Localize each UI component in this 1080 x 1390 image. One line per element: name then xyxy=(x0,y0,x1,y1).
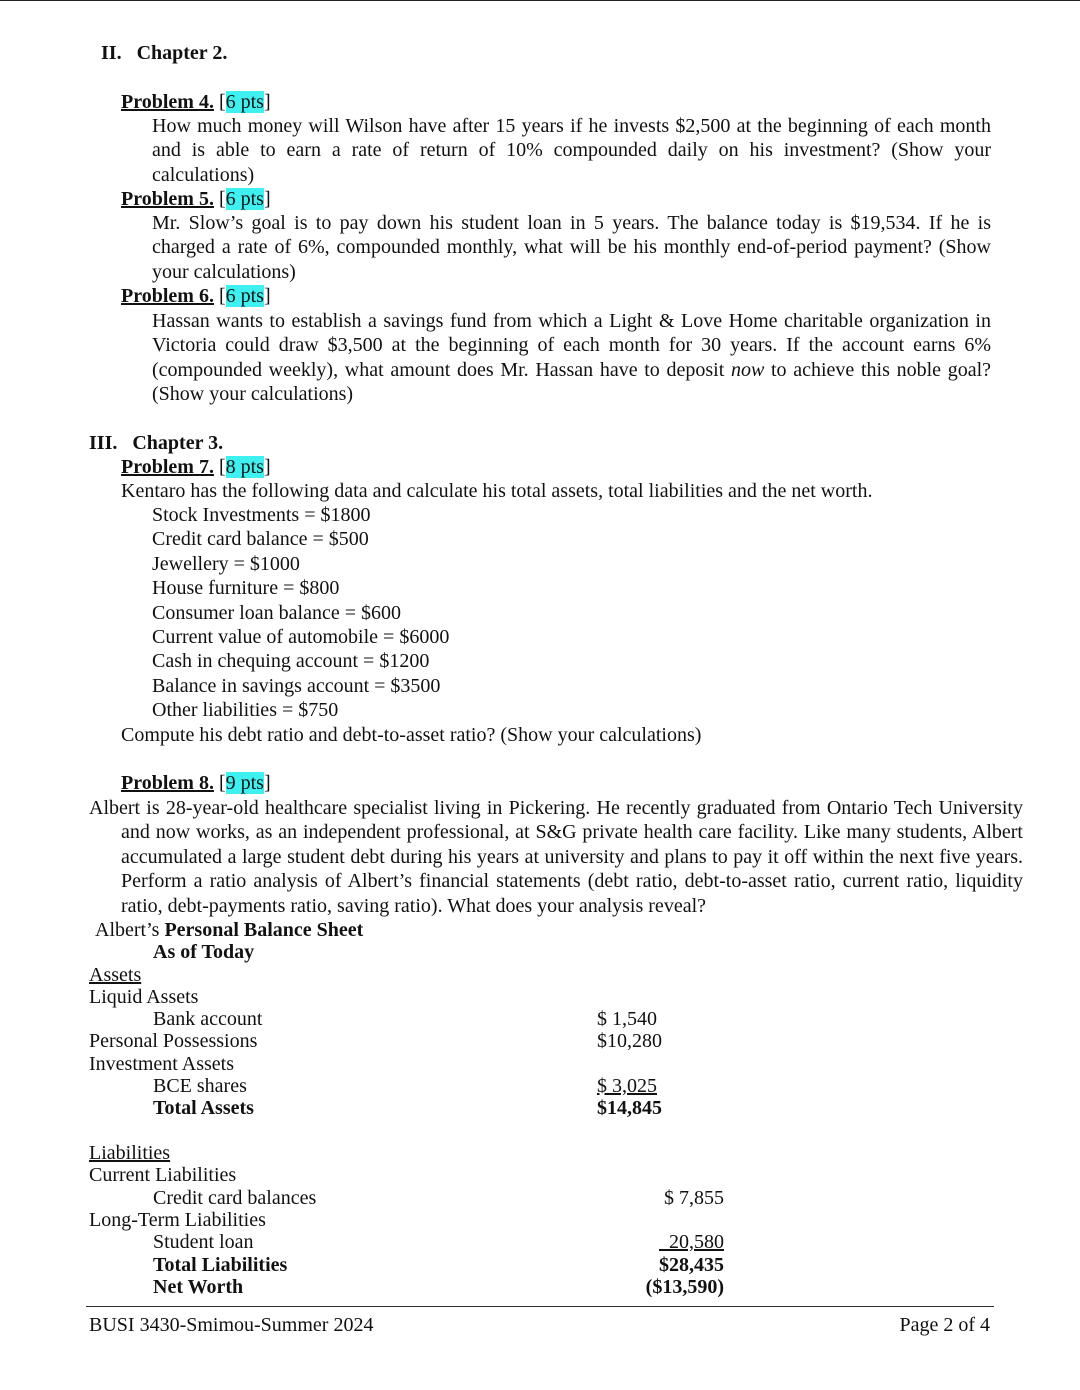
footer-course: BUSI 3430-Smimou-Summer 2024 xyxy=(89,1314,374,1336)
bank-account-label: Bank account xyxy=(153,1008,263,1030)
chapter-numeral: III. xyxy=(89,432,118,454)
problem-8-text: Albert is 28-year-old healthcare specialist living in Pickering. He recently graduated from Ontario Tech University and now works, as an independent professional, at S&G private health care facility. Like many students, Albert accumulated a large student debt during his years at university and plans to pay it off within the next five years. Perform a ratio analysis of Albert’s financial statements (debt ratio, debt-to-asset ratio, current ratio, liquidity ratio, debt-payments ratio, saving ratio). What does your analysis reveal? xyxy=(89,797,1023,917)
student-loan-label: Student loan xyxy=(153,1231,254,1253)
balance-sheet-subtitle: As of Today xyxy=(153,941,255,963)
balance-sheet-title: Albert’s Personal Balance Sheet xyxy=(95,919,364,941)
problem-label: Problem 5. xyxy=(121,188,214,210)
problem-6-text: Hassan wants to establish a savings fund from which a Light & Love Home charitable organization in Victoria could draw $3,500 at the beginning of each month for 30 years. If the account earns 6% (compounded weekly), what amount does Mr. Hassan have to deposit now to achieve this noble goal? (Show your calculations) xyxy=(152,310,992,406)
list-item: Cash in chequing account = $1200 xyxy=(152,650,430,673)
problem-label: Problem 4. xyxy=(121,91,214,113)
bank-account-value: $ 1,540 xyxy=(597,1008,657,1030)
long-term-liabilities-label: Long-Term Liabilities xyxy=(89,1209,266,1231)
personal-possessions-value: $10,280 xyxy=(597,1030,662,1052)
problem-5-heading: Problem 5. [6 pts] xyxy=(121,188,271,210)
liquid-assets-label: Liquid Assets xyxy=(89,986,199,1008)
chapter-title: Chapter 2. xyxy=(136,42,228,64)
problem-7-question: Compute his debt ratio and debt-to-asset ratio? (Show your calculations) xyxy=(121,724,702,746)
credit-card-label: Credit card balances xyxy=(153,1187,317,1209)
list-item: Current value of automobile = $6000 xyxy=(152,625,450,648)
current-liabilities-label: Current Liabilities xyxy=(89,1164,237,1186)
assets-heading: Assets xyxy=(89,964,142,986)
bce-shares-value: $ 3,025 xyxy=(597,1075,657,1097)
liabilities-heading: Liabilities xyxy=(89,1142,171,1164)
credit-card-value: $ 7,855 xyxy=(664,1187,724,1209)
problem-label: Problem 6. xyxy=(121,285,214,307)
points-badge: 9 pts xyxy=(225,772,264,794)
bce-shares-label: BCE shares xyxy=(153,1075,247,1097)
chapter-2-heading xyxy=(101,41,227,65)
problem-4-heading: Problem 4. [6 pts] xyxy=(121,91,271,113)
investment-assets-label: Investment Assets xyxy=(89,1053,234,1075)
list-item: House furniture = $800 xyxy=(152,577,340,600)
personal-possessions-label: Personal Possessions xyxy=(89,1030,258,1052)
points-badge: 6 pts xyxy=(225,188,264,210)
problem-4-text: How much money will Wilson have after 15 years if he invests $2,500 at the beginning of each month and is able to earn a rate of return of 10% compounded daily on his investment? (Show your calculations) xyxy=(152,115,991,186)
list-item: Balance in savings account = $3500 xyxy=(152,674,441,697)
problem-6-heading: Problem 6. [6 pts] xyxy=(121,285,271,307)
list-item: Credit card balance = $500 xyxy=(152,528,369,551)
total-assets-value: $14,845 xyxy=(597,1097,662,1119)
chapter-title: Chapter 3. xyxy=(132,432,224,454)
problem-label: Problem 7. xyxy=(121,456,214,478)
list-item: Stock Investments = $1800 xyxy=(152,504,371,526)
points-badge: 6 pts xyxy=(225,91,264,113)
points-badge: 8 pts xyxy=(225,456,264,478)
points-badge: 6 pts xyxy=(225,285,264,307)
problem-label: Problem 8. xyxy=(121,772,214,794)
total-liabilities-value: $28,435 xyxy=(659,1254,724,1276)
top-border xyxy=(0,0,1080,1)
total-liabilities-label: Total Liabilities xyxy=(153,1254,288,1276)
problem-7-data-list xyxy=(152,503,449,723)
total-assets-label: Total Assets xyxy=(153,1097,254,1119)
net-worth-label: Net Worth xyxy=(153,1276,244,1298)
footer-divider xyxy=(86,1306,994,1307)
problem-5-text: Mr. Slow’s goal is to pay down his student loan in 5 years. The balance today is $19,534. If he is charged a rate of 6%, compounded monthly, what will be his monthly end-of-period payment? (Show your calculations) xyxy=(152,212,991,283)
problem-7-heading: Problem 7. [8 pts] xyxy=(121,456,271,478)
student-loan-value: 20,580 xyxy=(669,1231,724,1253)
problem-7-intro: Kentaro has the following data and calculate his total assets, total liabilities and the net worth. xyxy=(121,480,873,502)
net-worth-value: ($13,590) xyxy=(645,1276,724,1298)
chapter-3-heading xyxy=(89,431,223,455)
list-item: Jewellery = $1000 xyxy=(152,552,300,575)
chapter-numeral: II. xyxy=(101,42,122,64)
list-item: Consumer loan balance = $600 xyxy=(152,601,401,624)
problem-8-heading: Problem 8. [9 pts] xyxy=(121,772,271,794)
list-item: Other liabilities = $750 xyxy=(152,699,339,722)
footer-page-number: Page 2 of 4 xyxy=(899,1314,990,1336)
